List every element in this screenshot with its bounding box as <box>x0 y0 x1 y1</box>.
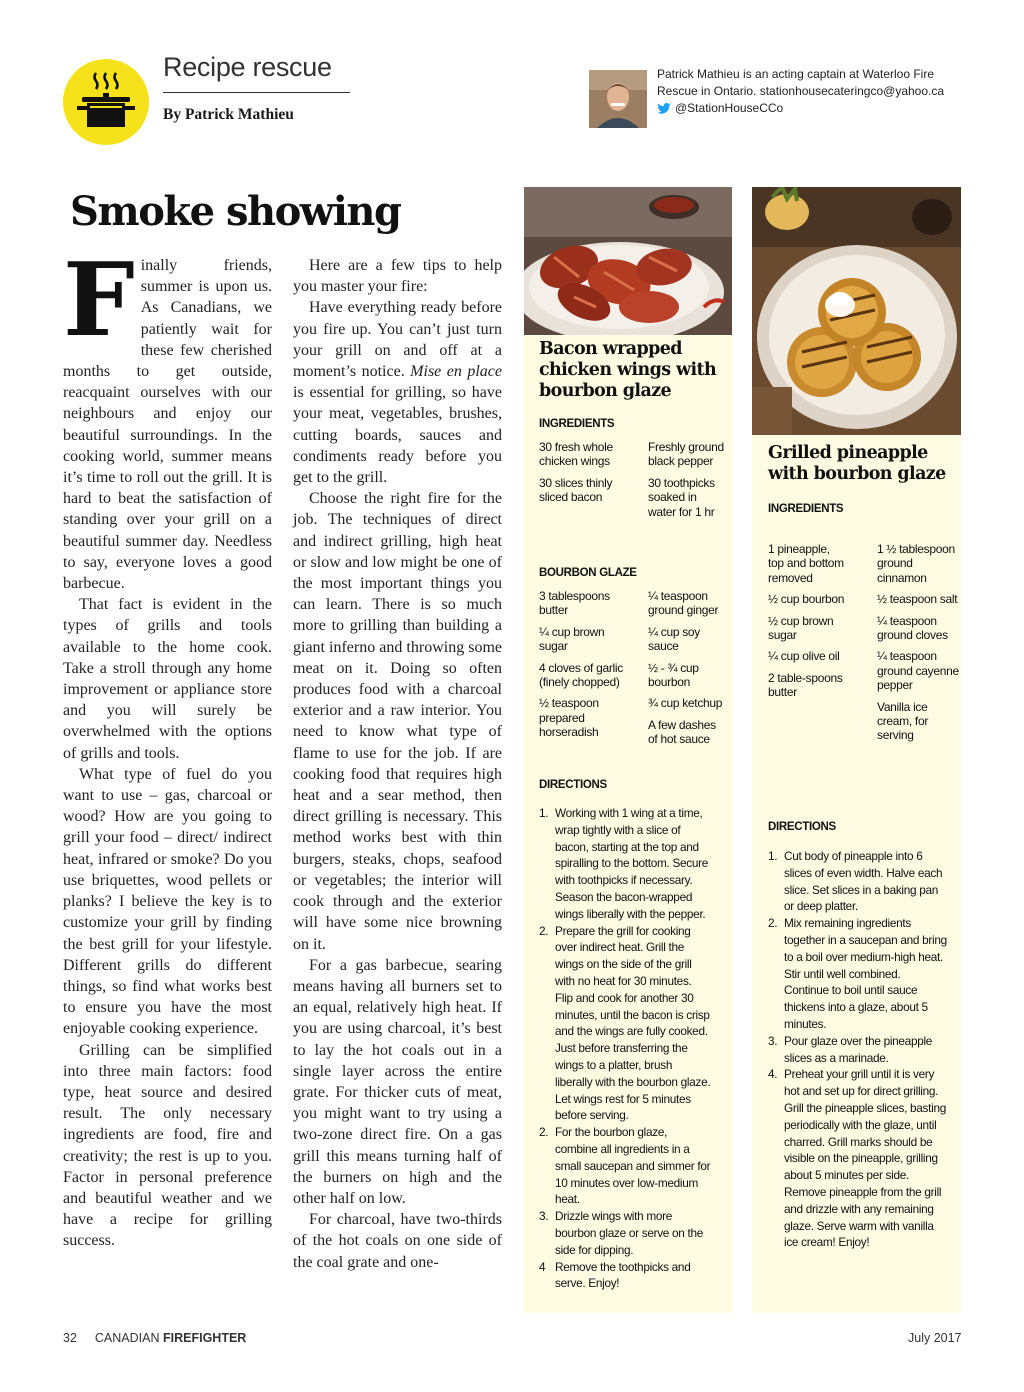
bourbon-glaze-heading: BOURBON GLAZE <box>539 567 637 579</box>
twitter-link[interactable] <box>657 100 977 117</box>
ingredient-item: Freshly ground black pepper <box>648 440 724 469</box>
ingredient-item: ¾ cup ketchup <box>648 696 723 711</box>
direction-step <box>768 1033 948 1067</box>
author-bio-line: Patrick Mathieu is an acting captain at Waterloo Fire <box>657 67 935 81</box>
recipe-rescue-logo <box>63 59 149 145</box>
article-headline: Smoke showing <box>70 188 401 235</box>
article-paragraph: Choose the right fire for the job. The techniques of direct and indirect grilling, high heat or slow and low might be one of the most important things you can learn. There is so much more to grilling than building a giant inferno and throwing some meat on it. Doing so often produces food with a charcoal exterior and a raw interior. You need to know what type of flame to use for the job. If are cooking food that requires high heat and a sear method, then direct grilling is necessary. This method works best with thin burgers, steaks, chops, seafood or vegetables; the interior will cook through and the exterior will have some nice browning on it. <box>293 490 502 953</box>
issue-date: July 2017 <box>908 1331 962 1345</box>
ingredient-item: 1 ½ tablespoon ground cinnamon <box>877 542 955 585</box>
header-divider <box>163 92 350 93</box>
directions-list <box>539 805 711 1292</box>
recipe-box-chicken-wings <box>524 335 732 1313</box>
paragraph-text: is essential for grilling, so have your meat, vegetables, brushes, cutting boards, sauces and condiments ready before you get to the grill. <box>293 384 502 487</box>
paragraph-text: inally friends, summer is upon us. As Canadians, we patiently wait for these few cherished months to get outside, reacquaint ourselves with our neighbours and enjoy our beautiful surroundings. In the cooking world, summer means it’s time to roll out the grill. It is hard to beat the satisfaction of standing over your grill on a beautiful summer day. Needless to say, everyone loves a good barbecue. <box>63 257 272 593</box>
magazine-prefix: CANADIAN <box>94 1331 163 1345</box>
directions-heading: DIRECTIONS <box>768 821 836 833</box>
article-paragraph <box>293 297 502 488</box>
step-text: For the bourbon glaze, combine all ingredients in a small saucepan and simmer for 10 minutes over low-medium heat. <box>555 1125 711 1207</box>
author-bio-line: Rescue in Ontario. stationhousecateringco@yahoo.ca <box>657 84 945 98</box>
ingredient-item: ½ cup bourbon <box>768 592 845 607</box>
step-number: 3. <box>539 1209 549 1224</box>
direction-step <box>539 1124 711 1208</box>
author-photo <box>589 70 647 128</box>
magazine-bold: FIREFIGHTER <box>162 1331 247 1345</box>
article-paragraph: What type of fuel do you want to use – gas, charcoal or wood? How are you going to grill your food – direct/ indirect heat, infrared or smoke? Do you use briquettes, wood pellets or planks? I believe the key is to customize your grill by finding the best grill for your lifestyle. Different grills do different things, so find what works best to ensure you have the most enjoyable cooking experience. <box>63 765 272 1038</box>
ingredients-heading: INGREDIENTS <box>539 418 615 430</box>
article-paragraph: Here are a few tips to help you master your fire: <box>293 257 502 296</box>
step-text: Remove the toothpicks and serve. Enjoy! <box>555 1259 691 1291</box>
ingredient-item: 2 table-spoons butter <box>768 670 843 700</box>
glaze-ingredients-list <box>539 589 724 769</box>
ingredient-item: ½ - ¾ cup bourbon <box>648 660 699 690</box>
twitter-handle[interactable]: @StationHouseCCo <box>675 101 784 115</box>
step-text: Prepare the grill for cooking over indirect heat. Grill the wings on the side of the grill with no heat for 30 minutes. Flip and cook for another 30 minutes, until the bacon is crisp and the wings are fully cooked. Just before transferring the wings to a platter, brush liberally with the bourbon glaze. Let wings rest for 5 minutes before serving. <box>555 923 711 1123</box>
article-column-2 <box>293 255 502 1273</box>
step-number: 2. <box>768 916 778 931</box>
step-number: 4 <box>539 1259 546 1274</box>
directions-heading: DIRECTIONS <box>539 779 607 791</box>
direction-step <box>539 1259 711 1293</box>
direction-step <box>539 923 711 1125</box>
ingredient-item: 1 pineapple, top and bottom removed <box>768 542 844 585</box>
ingredient-item: A few dashes of hot sauce <box>648 717 716 747</box>
step-number: 2. <box>539 923 549 938</box>
cooking-pot-icon <box>63 59 149 145</box>
step-text: Cut body of pineapple into 6 slices of even width. Halve each slice. Set slices in a baking pan or deep platter. <box>784 849 943 914</box>
page-number: 32 <box>63 1331 77 1345</box>
ingredient-item: ¼ cup olive oil <box>768 649 840 664</box>
author-bio <box>657 66 977 117</box>
step-number: 2. <box>539 1125 549 1140</box>
ingredient-item: 30 toothpicks soaked in water for 1 hr <box>648 475 715 519</box>
article-paragraph <box>63 240 272 594</box>
twitter-icon <box>657 103 671 114</box>
step-text: Mix remaining ingredients together in a saucepan and bring to a boil over medium-high heat. Stir until well combined. Continue to boil until sauce thickens into a glaze, about 5 minutes. <box>784 916 947 1031</box>
direction-step <box>768 848 948 915</box>
paragraph-text: Have everything ready before you fire up. You can’t just turn your grill on and off at a moment’s notice. <box>293 299 502 381</box>
article-paragraph: For a gas barbecue, searing means having all burners set to an equal, relatively high heat. If you are using charcoal, it’s best to lay the hot coals out in a single layer across the entire grate. For thicker cuts of meat, you might want to try using a two-zone direct fire. On a gas grill this means turning half of the burners on high and the other half on low. <box>293 956 502 1207</box>
recipe-title: Grilled pineapple with bourbon glaze <box>768 443 946 484</box>
direction-step <box>539 1208 711 1258</box>
ingredients-list <box>768 542 958 812</box>
magazine-name <box>95 1331 246 1345</box>
ingredient-item: Vanilla ice cream, for serving <box>877 699 929 743</box>
ingredient-item: ½ teaspoon prepared horseradish <box>539 696 599 740</box>
ingredient-item: ¼ cup soy sauce <box>648 624 700 654</box>
direction-step <box>539 805 711 923</box>
ingredient-item: 30 slices thinly sliced bacon <box>539 475 613 505</box>
ingredient-item: ¼ teaspoon ground cayenne pepper <box>877 649 959 693</box>
ingredient-item: ½ teaspoon salt <box>877 592 958 607</box>
section-title: Recipe rescue <box>163 52 332 82</box>
article-paragraph: For charcoal, have two-thirds of the hot coals on one side of the coal grate and one- <box>293 1211 502 1271</box>
directions-list <box>768 848 948 1251</box>
page-footer <box>63 1331 246 1345</box>
ingredient-item: 4 cloves of garlic (finely chopped) <box>539 660 623 690</box>
step-text: Pour glaze over the pineapple slices as a marinade. <box>784 1033 933 1065</box>
ingredient-item: 30 fresh whole chicken wings <box>539 440 613 469</box>
grilled-pineapple-photo <box>752 187 961 435</box>
step-number: 1. <box>768 849 778 863</box>
article-paragraph: Grilling can be simplified into three main factors: food type, heat source and desired result. The only necessary ingredients are food, fire and creativity; the rest is up to you. Factor in personal preference and beautiful weather and we have a recipe for grilling success. <box>63 1041 272 1250</box>
ingredients-list <box>539 440 724 555</box>
emphasis-text: Mise en place <box>410 363 502 381</box>
step-number: 4. <box>768 1067 778 1082</box>
step-text: Preheat your grill until it is very hot and set up for direct grilling. Grill the pineapple slices, basting periodically with the glaze, until charred. Grill marks should be visible on the pineapple, grilling about 5 minutes per side. Remove pineapple from the grill and drizzle with any remaining glaze. Serve warm with vanilla ice cream! Enjoy! <box>784 1067 946 1250</box>
article-paragraph: That fact is evident in the types of grills and tools available to the home cook. Take a stroll through any home improvement or appliance store and you will surely be overwhelmed with the options of grills and tools. <box>63 596 272 762</box>
article-column-1 <box>63 240 272 1252</box>
ingredients-heading: INGREDIENTS <box>768 503 844 515</box>
step-number: 1. <box>539 806 549 820</box>
ingredient-item: ¼ cup brown sugar <box>539 624 605 654</box>
drop-cap: F <box>63 240 135 359</box>
direction-step <box>768 915 948 1033</box>
ingredient-item: ½ cup brown sugar <box>768 613 834 643</box>
ingredient-item: ¼ teaspoon ground cloves <box>877 613 948 643</box>
chicken-wings-photo <box>524 187 732 335</box>
byline: By Patrick Mathieu <box>163 106 294 123</box>
direction-step <box>768 1066 948 1251</box>
step-text: Working with 1 wing at a time, wrap tightly with a slice of bacon, starting at the top and spiralling to the bottom. Secure with toothpicks if necessary. Season the bacon-wrapped wings liberally with the pepper. <box>555 806 709 921</box>
ingredient-item: ¼ teaspoon ground ginger <box>648 589 719 618</box>
recipe-box-grilled-pineapple <box>752 435 961 1313</box>
step-number: 3. <box>768 1033 778 1048</box>
ingredient-item: 3 tablespoons butter <box>539 589 610 618</box>
step-text: Drizzle wings with more bourbon glaze or serve on the side for dipping. <box>555 1209 704 1257</box>
recipe-title: Bacon wrapped chicken wings with bourbon glaze <box>539 339 717 401</box>
